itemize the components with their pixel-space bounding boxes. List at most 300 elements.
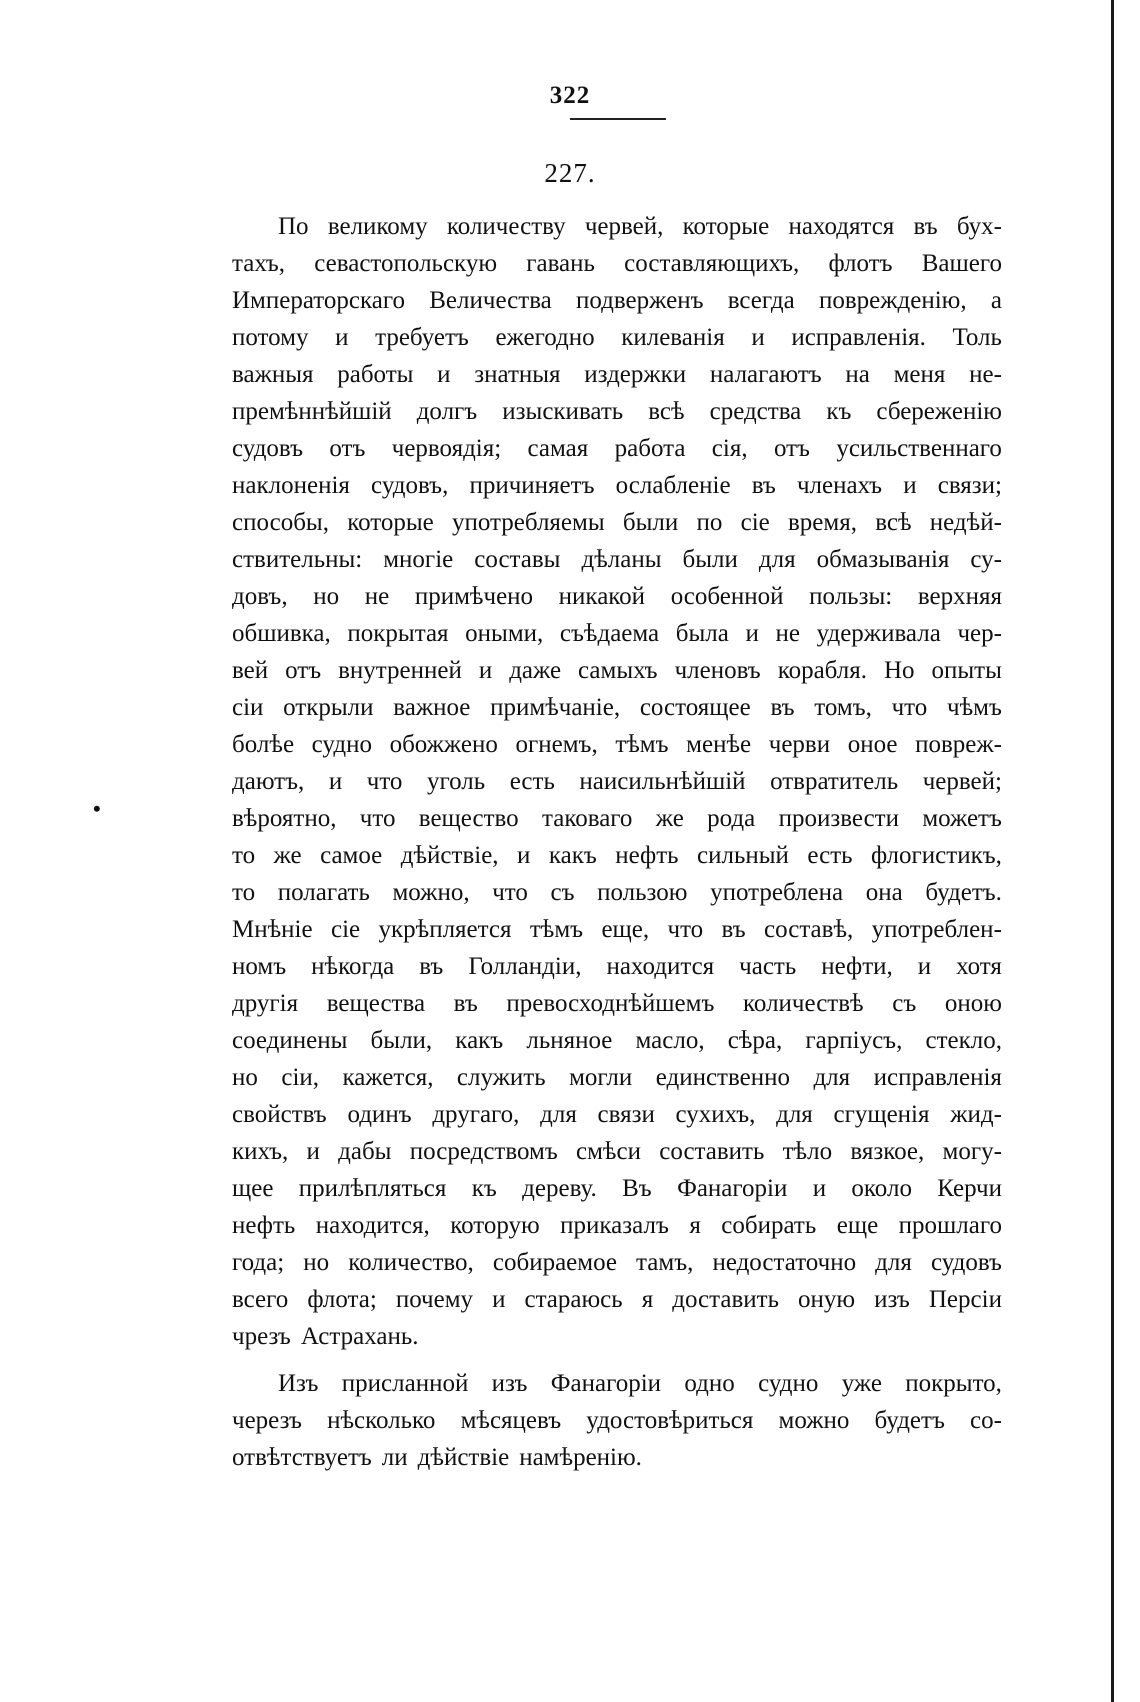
word: составляющихъ, (624, 250, 800, 277)
word: количество, (348, 1249, 474, 1276)
word: щее (232, 1175, 274, 1202)
text-line (232, 1170, 1002, 1207)
text-line (232, 1318, 1002, 1355)
word: дабы (338, 1138, 392, 1165)
text-line (232, 652, 1002, 689)
word: и (517, 842, 531, 869)
word: обмазыванія (816, 546, 950, 573)
word: какъ (455, 1027, 504, 1054)
text-line (232, 356, 1002, 393)
word: что (667, 916, 704, 943)
word: приказалъ (560, 1212, 669, 1239)
word: покрытая (347, 620, 449, 647)
word: то (232, 879, 256, 906)
word: способы, (232, 509, 329, 536)
word: около (851, 1175, 912, 1202)
word: единственно (655, 1064, 790, 1091)
text-line (232, 208, 1002, 245)
word: огнемъ, (515, 731, 598, 758)
word: По (278, 213, 309, 240)
word: ствительны: (232, 546, 363, 573)
word: изъ (491, 1370, 528, 1397)
word: смѣси (576, 1138, 641, 1165)
word: употреблен- (871, 916, 1002, 943)
word: обшивка, (232, 620, 331, 647)
word: сія, (711, 435, 748, 462)
word: открыли (283, 694, 374, 721)
word: одно (684, 1370, 735, 1397)
word: жид- (950, 1101, 1002, 1128)
word: отъ (285, 657, 322, 684)
word: гарпіусъ, (805, 1027, 903, 1054)
word: стекло, (925, 1027, 1002, 1054)
word: какъ (548, 842, 597, 869)
word: сбереженію (876, 398, 1002, 425)
word: которые (347, 509, 434, 536)
text-line (232, 874, 1002, 911)
word: нефти, (821, 953, 893, 980)
word: номъ (232, 953, 287, 980)
word: черезъ (232, 1407, 302, 1434)
word: никакой (558, 583, 646, 610)
word: для (875, 1249, 912, 1276)
text-line (232, 430, 1002, 467)
word: можно (778, 1407, 850, 1434)
word: употребляемы (451, 509, 605, 536)
word: и (492, 1286, 506, 1313)
word: сіи (232, 694, 264, 721)
word: кажется, (342, 1064, 434, 1091)
word: и (478, 657, 493, 684)
word: къ (471, 1175, 497, 1202)
text-line (232, 1133, 1002, 1170)
word: отъ (773, 435, 810, 462)
word: всегда (727, 287, 795, 314)
word: примѣчаніе, (490, 694, 621, 721)
word: судно (758, 1370, 819, 1397)
word: подверженъ (576, 287, 704, 314)
word: Императорскаго (232, 287, 405, 314)
word: оное (847, 731, 898, 758)
word: съ (550, 879, 575, 906)
word: еще, (601, 916, 650, 943)
word: для (540, 1101, 577, 1128)
word: средства (709, 398, 802, 425)
word: удерживала (816, 620, 941, 647)
word: съѣдаема (559, 620, 660, 647)
word: исправленія. (791, 324, 926, 351)
word: на (845, 361, 870, 388)
word: произвести (778, 805, 899, 832)
text-line (232, 319, 1002, 356)
word: будетъ. (925, 879, 1002, 906)
word: чер- (957, 620, 1002, 647)
word: сіи, (281, 1064, 320, 1091)
word: членовъ (674, 657, 761, 684)
word: черви (768, 731, 831, 758)
word: гавань (526, 250, 595, 277)
word: что (891, 694, 928, 721)
word: изыскивать (502, 398, 624, 425)
word: таковаго (542, 805, 633, 832)
word: присланной (341, 1370, 469, 1397)
word: наисильнѣйшій (579, 768, 746, 795)
word: опыты (931, 657, 1002, 684)
word: болѣе (232, 731, 295, 758)
word: тахъ, (232, 250, 286, 277)
word: для (776, 1101, 813, 1128)
word: исправленія (873, 1064, 1002, 1091)
word: свойствъ (232, 1101, 327, 1128)
word: въ (913, 213, 938, 240)
word: находится (606, 953, 715, 980)
word: были, (370, 1027, 433, 1054)
word: сухихъ, (675, 1101, 756, 1128)
word: сгущенія (833, 1101, 930, 1128)
word: въ (419, 953, 444, 980)
text-line (232, 800, 1002, 837)
page-number-underline (570, 118, 666, 120)
word: килеванія (621, 324, 725, 351)
word: знатныя (474, 361, 561, 388)
word: будетъ (874, 1407, 945, 1434)
word: чрезъ (232, 1323, 291, 1350)
word: всѣ (648, 398, 685, 425)
word: и (437, 361, 451, 388)
word: самыхъ (578, 657, 658, 684)
word: есть (509, 768, 555, 795)
word: она (865, 879, 903, 906)
word: которые (682, 213, 770, 240)
word: оными, (465, 620, 544, 647)
word: но (313, 583, 340, 610)
word: пользы: (809, 583, 893, 610)
word: отвѣтствуетъ (232, 1444, 372, 1471)
word: количеству (446, 213, 566, 240)
word: Голландіи, (468, 953, 582, 980)
text-line (232, 1439, 1002, 1476)
word: довъ, (232, 583, 288, 610)
word: въ (770, 694, 795, 721)
word: но (232, 1064, 258, 1091)
word: и (745, 620, 759, 647)
text-line (232, 282, 1002, 319)
word: флогистикъ, (870, 842, 1002, 869)
word: судовъ (930, 1249, 1002, 1276)
word: внутренней (338, 657, 462, 684)
word: хотя (956, 953, 1002, 980)
text-line (232, 245, 1002, 282)
word: червей, (584, 213, 664, 240)
word: работа (614, 435, 686, 462)
word: не (364, 583, 390, 610)
word: Въ (622, 1175, 652, 1202)
word: нефть (615, 842, 679, 869)
word: ослабленіе (615, 472, 731, 499)
word: съ (892, 990, 917, 1017)
text-line (232, 1022, 1002, 1059)
word: Вашего (921, 250, 1002, 277)
word: Изъ (278, 1370, 319, 1397)
word: масло, (635, 1027, 705, 1054)
text-line (232, 1244, 1002, 1281)
word: усильственнаго (836, 435, 1002, 462)
word: Фанагоріи (677, 1175, 788, 1202)
word: были (622, 509, 679, 536)
word: состоящее (639, 694, 751, 721)
word: находятся (788, 213, 895, 240)
word: ли (381, 1444, 408, 1471)
word: дѣланы (581, 546, 662, 573)
word: отъ (329, 435, 366, 462)
word: и (903, 472, 917, 499)
word: полагать (277, 879, 370, 906)
word: количествѣ (743, 990, 864, 1017)
word: важное (393, 694, 471, 721)
word: можно, (392, 879, 470, 906)
text-line (232, 689, 1002, 726)
word: тѣмъ (615, 731, 669, 758)
word: превосходнѣйшемъ (506, 990, 715, 1017)
word: судовъ (232, 435, 304, 462)
word: еще (836, 1212, 879, 1239)
text-line (232, 911, 1002, 948)
word: рода (707, 805, 756, 832)
word: обожжено (389, 731, 498, 758)
text-line (232, 467, 1002, 504)
word: требуетъ (375, 324, 469, 351)
text-line (232, 1281, 1002, 1318)
word: къ (826, 398, 852, 425)
word: мѣсяцевъ (460, 1407, 562, 1434)
word: важныя (232, 361, 314, 388)
word: были (682, 546, 738, 573)
word: всего (232, 1286, 289, 1313)
word: дѣйствіе (417, 1444, 510, 1471)
word: посредствомъ (409, 1138, 558, 1165)
word: особенной (670, 583, 784, 610)
word: флота; (307, 1286, 377, 1313)
word: же (273, 842, 302, 869)
word: въ (453, 990, 478, 1017)
page-number: 322 (549, 82, 591, 109)
word: есть (807, 842, 853, 869)
word: что (366, 768, 403, 795)
word: же (655, 805, 684, 832)
word: года; (232, 1249, 285, 1276)
word: льняное (526, 1027, 613, 1054)
word: уголь (426, 768, 486, 795)
word: и (306, 1138, 320, 1165)
word: могли (569, 1064, 633, 1091)
word: изъ (874, 1286, 910, 1313)
word: но (303, 1249, 330, 1276)
word: собирать (721, 1212, 817, 1239)
text-line (232, 985, 1002, 1022)
word: судовъ, (371, 472, 449, 499)
word: находится, (315, 1212, 430, 1239)
word: чѣмъ (947, 694, 1002, 721)
word: доставить (672, 1286, 779, 1313)
word: укрѣпляется (378, 916, 512, 943)
word: многіе (383, 546, 454, 573)
word: а (990, 287, 1002, 314)
word: нефть (232, 1212, 296, 1239)
word: тамъ, (636, 1249, 694, 1276)
text-line (232, 1096, 1002, 1133)
word: вей (232, 657, 269, 684)
word: по (696, 509, 723, 536)
word: что (359, 805, 396, 832)
text-line (232, 578, 1002, 615)
word: нѣкогда (311, 953, 395, 980)
text-line (232, 393, 1002, 430)
word: оную (798, 1286, 856, 1313)
word: покрыто, (905, 1370, 1002, 1397)
word: часть (739, 953, 797, 980)
word: составы (474, 546, 561, 573)
word: я (689, 1212, 701, 1239)
word: тѣло (782, 1138, 833, 1165)
word: вѣроятно, (232, 805, 337, 832)
word: со- (970, 1407, 1002, 1434)
word: менѣе (686, 731, 752, 758)
word: въ (751, 472, 776, 499)
text-line (232, 837, 1002, 874)
word: Персіи (928, 1286, 1002, 1313)
word: потому (232, 324, 309, 351)
word: могу- (942, 1138, 1002, 1165)
text-line (232, 1207, 1002, 1244)
word: и (328, 768, 343, 795)
word: наклоненія (232, 472, 350, 499)
word: и (917, 953, 932, 980)
word: одинъ (347, 1101, 412, 1128)
word: и (812, 1175, 827, 1202)
word: кихъ, (232, 1138, 289, 1165)
word: червей; (922, 768, 1002, 795)
word: всѣ (875, 509, 912, 536)
word: почему (395, 1286, 474, 1313)
word: издержки (584, 361, 687, 388)
text-line (232, 541, 1002, 578)
word: верхняя (917, 583, 1002, 610)
word: не (775, 620, 800, 647)
word: для (758, 546, 796, 573)
word: бух- (956, 213, 1002, 240)
word: прошлаго (898, 1212, 1002, 1239)
word: употреблена (710, 879, 844, 906)
word: можетъ (922, 805, 1002, 832)
word: тѣмъ (529, 916, 584, 943)
word: связи; (937, 472, 1002, 499)
word: уже (841, 1370, 882, 1397)
word: собираемое (492, 1249, 617, 1276)
word: сѣра, (727, 1027, 783, 1054)
word: самое (320, 842, 383, 869)
word: другія (232, 990, 299, 1017)
text-line (232, 504, 1002, 541)
word: флотъ (828, 250, 893, 277)
text-line (232, 615, 1002, 652)
word: корабля. (777, 657, 867, 684)
word: и (335, 324, 349, 351)
word: удостовѣриться (586, 1407, 754, 1434)
word: прилѣпляться (298, 1175, 447, 1202)
word: членахъ (796, 472, 883, 499)
text-line (232, 763, 1002, 800)
word: даютъ, (232, 768, 305, 795)
word: премѣннѣйшій (232, 398, 392, 425)
word: составѣ, (764, 916, 854, 943)
word: причиняетъ (469, 472, 595, 499)
word: севастопольскую (314, 250, 498, 277)
word: даже (509, 657, 562, 684)
word: сіе (740, 509, 770, 536)
word: су- (970, 546, 1002, 573)
word: составить (659, 1138, 765, 1165)
text-line (232, 1402, 1002, 1439)
text-line (232, 948, 1002, 985)
word: что (492, 879, 528, 906)
document-number: 227. (544, 158, 596, 188)
word: повреж- (915, 731, 1002, 758)
word: долгъ (416, 398, 478, 425)
scan-edge-rule (1111, 0, 1114, 1702)
word: вещества (326, 990, 426, 1017)
word: соединены (232, 1027, 348, 1054)
word: то (232, 842, 256, 869)
word: сіе (330, 916, 361, 943)
word: дереву. (522, 1175, 597, 1202)
word: недѣй- (929, 509, 1002, 536)
word: налагаютъ (709, 361, 822, 388)
word: великому (327, 213, 428, 240)
paragraph-gap (232, 1355, 1002, 1365)
word: работы (337, 361, 414, 388)
word: и (751, 324, 765, 351)
word: Астрахань. (300, 1323, 419, 1350)
word: Мнѣніе (232, 916, 313, 943)
word: которую (450, 1212, 540, 1239)
word: меня (893, 361, 946, 388)
word: въ (721, 916, 746, 943)
word: нѣсколько (327, 1407, 436, 1434)
word: недостаточно (712, 1249, 857, 1276)
word: ежегодно (495, 324, 595, 351)
word: судно (311, 731, 372, 758)
word: Толь (952, 324, 1002, 351)
word: поврежденію, (818, 287, 967, 314)
word: самая (527, 435, 589, 462)
word: примѣчено (414, 583, 534, 610)
word: я (641, 1286, 654, 1313)
word: Фанагоріи (550, 1370, 662, 1397)
word: червоядія; (391, 435, 502, 462)
text-line (232, 726, 1002, 763)
word: намѣренію. (519, 1444, 642, 1471)
word: пользою (597, 879, 688, 906)
word: вязкое, (850, 1138, 925, 1165)
word: отвратитель (770, 768, 899, 795)
word: Керчи (937, 1175, 1002, 1202)
word: служить (456, 1064, 546, 1091)
word: вещество (418, 805, 519, 832)
word: для (813, 1064, 851, 1091)
word: время, (788, 509, 857, 536)
word: связи (597, 1101, 655, 1128)
text-line (232, 1059, 1002, 1096)
